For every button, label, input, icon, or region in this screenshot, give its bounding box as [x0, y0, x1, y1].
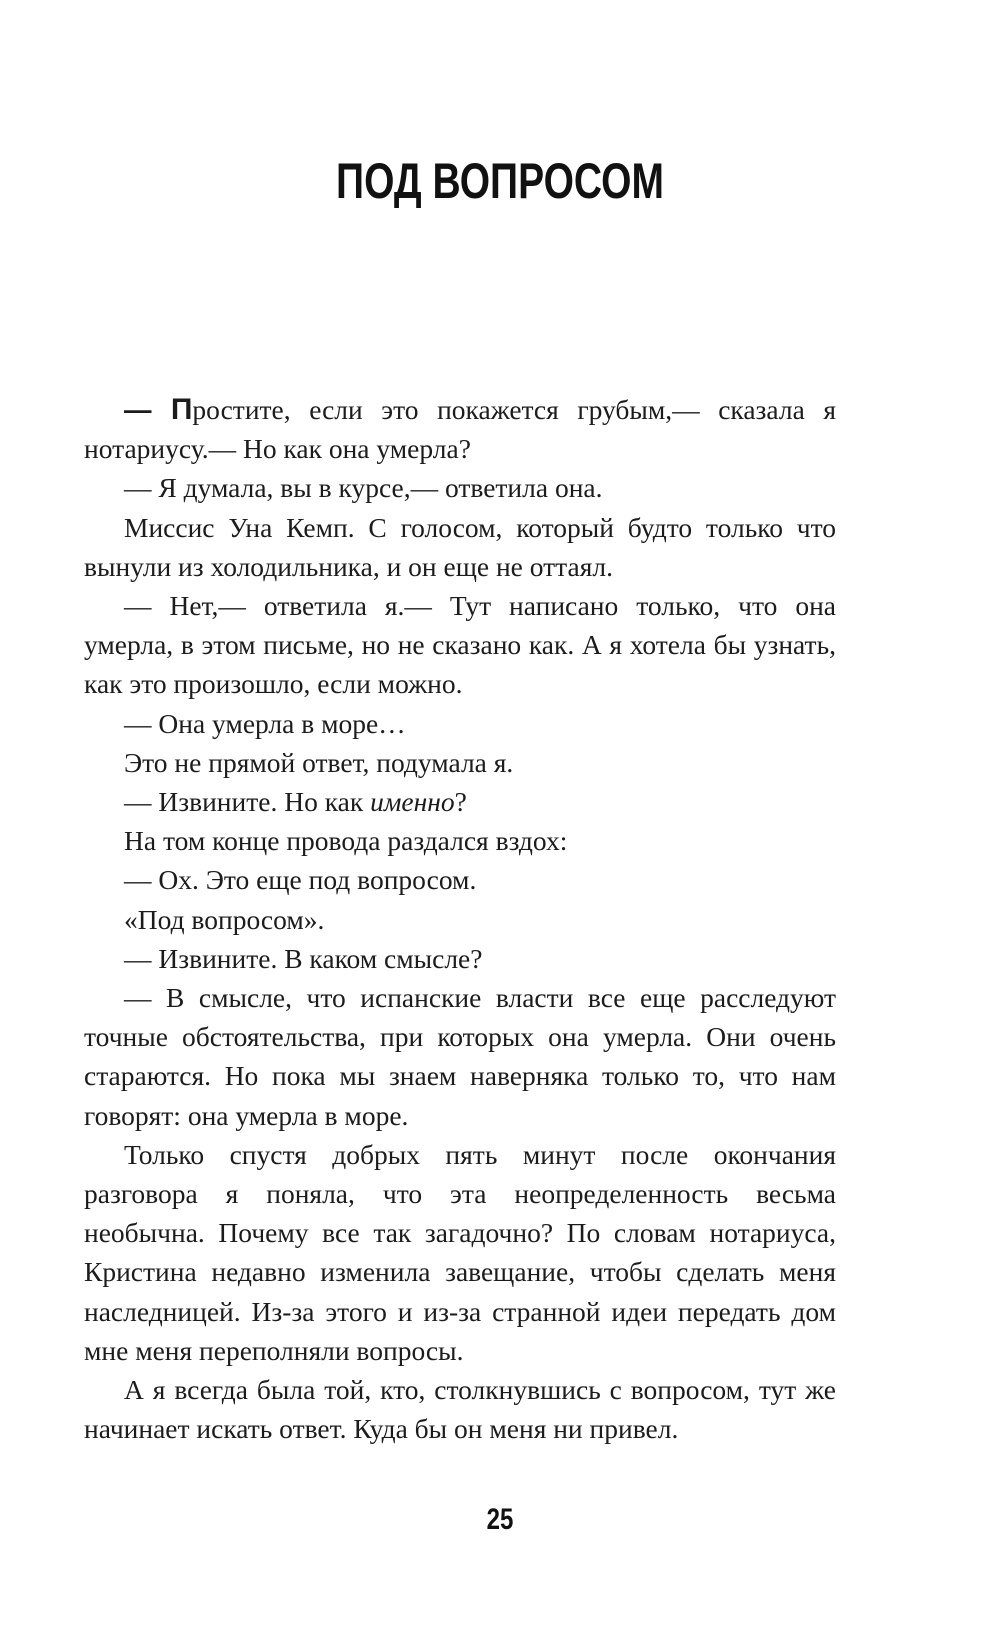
paragraph: [84, 782, 836, 821]
paragraph: Миссис Уна Кемп. С голосом, который будто только что вынули из холодильника, и он еще не оттаял.: [84, 511, 836, 582]
paragraph: Это не прямой ответ, подумала я.: [124, 746, 514, 778]
page-number: 25: [486, 1503, 514, 1536]
lead-dash: —: [124, 394, 171, 425]
body-text: [84, 390, 836, 1448]
paragraph: — В смысле, что испанские власти все еще расследуют точные обстоятельства, при которых она умерла. Они очень стараются. Но пока мы знаем наверняка только то, что нам говорят: она умерла в море.: [84, 982, 836, 1131]
emphasis: именно: [370, 786, 455, 818]
paragraph: «Под вопросом».: [124, 903, 325, 935]
paragraph: А я всегда была той, кто, столкнувшись с вопросом, тут же начинает искать ответ. Куда бы он меня ни привел.: [84, 1374, 836, 1445]
paragraph-text: ?: [454, 786, 467, 818]
paragraph: Только спустя добрых пять минут после окончания разговора я поняла, что эта неопределенность весьма необычна. Почему все так загадочно? По словам нотариуса, Кристина недавно изменила завещание, чтобы сделать меня наследницей. Из-за этого и из-за странной идеи передать дом мне меня переполняли вопросы.: [84, 1138, 836, 1366]
paragraph: — Ох. Это еще под вопросом.: [124, 864, 477, 896]
paragraph: — Извините. В каком смысле?: [124, 942, 483, 974]
paragraph: — Я думала, вы в курсе,— ответила она.: [124, 472, 603, 504]
paragraph: — Она умерла в море…: [124, 707, 406, 739]
paragraph-text: — Извините. Но как: [124, 786, 371, 818]
paragraph: На том конце провода раздался вздох:: [124, 825, 568, 857]
paragraph: [84, 390, 836, 468]
paragraph-text: ростите, если это покажется грубым,— сказала я нотариусу.— Но как она умерла?: [84, 394, 837, 465]
paragraph: — Нет,— ответила я.— Тут написано только, что она умерла, в этом письме, но не сказано как. А я хотела бы узнать, как это произошло, если можно.: [84, 590, 836, 700]
chapter-title: ПОД ВОПРОСОМ: [336, 152, 664, 209]
drop-letter: П: [170, 393, 193, 426]
